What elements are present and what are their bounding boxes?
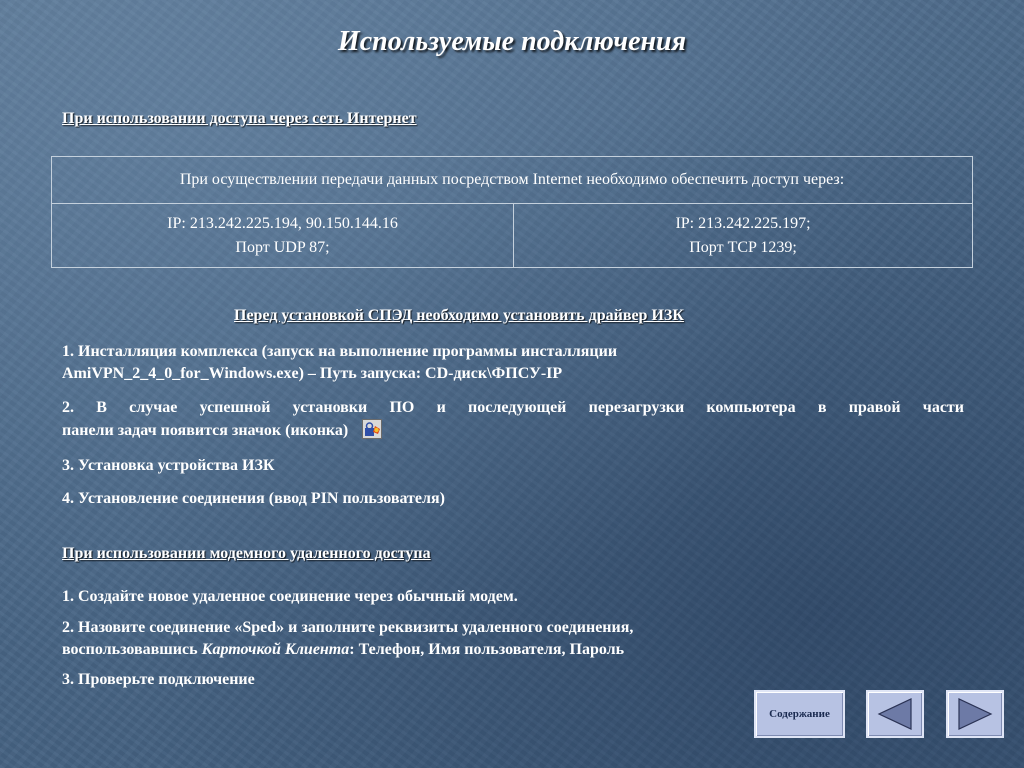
driver-step-1-line-1: 1. Инсталляция комплекса (запуск на выполнение программы инсталляции (62, 343, 618, 360)
access-table-left-cell (52, 204, 514, 268)
modem-step-3: 3. Проверьте подключение (62, 671, 255, 688)
modem-step-2 (62, 617, 822, 661)
driver-step-1-line-2: AmiVPN_2_4_0_for_Windows.exe) – Путь запуска: CD-диск\ФПСУ-IP (62, 365, 563, 382)
access-table-right-cell (514, 204, 973, 268)
modem-step-2-suffix: : Телефон, Имя пользователя, Пароль (349, 641, 625, 658)
contents-button[interactable] (754, 690, 845, 738)
port-udp: Порт UDP 87; (235, 238, 330, 256)
previous-slide-button[interactable] (866, 690, 924, 738)
driver-step-2 (62, 397, 964, 442)
triangle-right-icon (955, 697, 995, 731)
modem-section-heading: При использовании модемного удаленного доступа (62, 545, 431, 562)
ip-address-right: IP: 213.242.225.197; (675, 214, 811, 232)
driver-step-2-line-1: 2. В случае успешной установки ПО и последующей перезагрузки компьютера в правой части (62, 399, 964, 416)
contents-button-label: Содержание (769, 708, 830, 720)
access-table-header: При осуществлении передачи данных посредством Internet необходимо обеспечить доступ через: (52, 157, 973, 204)
modem-step-2-prefix: воспользовавшись (62, 641, 202, 658)
ip-address-left: IP: 213.242.225.194, 90.150.144.16 (167, 214, 398, 232)
slide-title: Используемые подключения (337, 26, 687, 57)
driver-step-2-line-2-text: панели задач появится значок (иконка) (62, 422, 349, 439)
driver-step-2-line-2 (62, 420, 964, 442)
internet-section-heading: При использовании доступа через сеть Интернет (62, 110, 417, 127)
access-table (51, 156, 973, 268)
driver-section-heading: Перед установкой СПЭД необходимо установить драйвер ИЗК (234, 307, 684, 324)
modem-step-1: 1. Создайте новое удаленное соединение через обычный модем. (62, 588, 518, 605)
next-slide-button[interactable] (946, 690, 1004, 738)
client-card-reference: Карточкой Клиента (201, 641, 350, 658)
amivpn-tray-icon (362, 419, 382, 439)
modem-step-2-line-2 (62, 639, 822, 661)
modem-step-2-line-1: 2. Назовите соединение «Sped» и заполните реквизиты удаленного соединения, (62, 619, 634, 636)
port-tcp: Порт TCP 1239; (689, 238, 797, 256)
driver-step-1 (62, 341, 972, 385)
driver-step-4: 4. Установление соединения (ввод PIN пользователя) (62, 490, 445, 507)
triangle-left-icon (875, 697, 915, 731)
driver-step-3: 3. Установка устройства ИЗК (62, 457, 275, 474)
